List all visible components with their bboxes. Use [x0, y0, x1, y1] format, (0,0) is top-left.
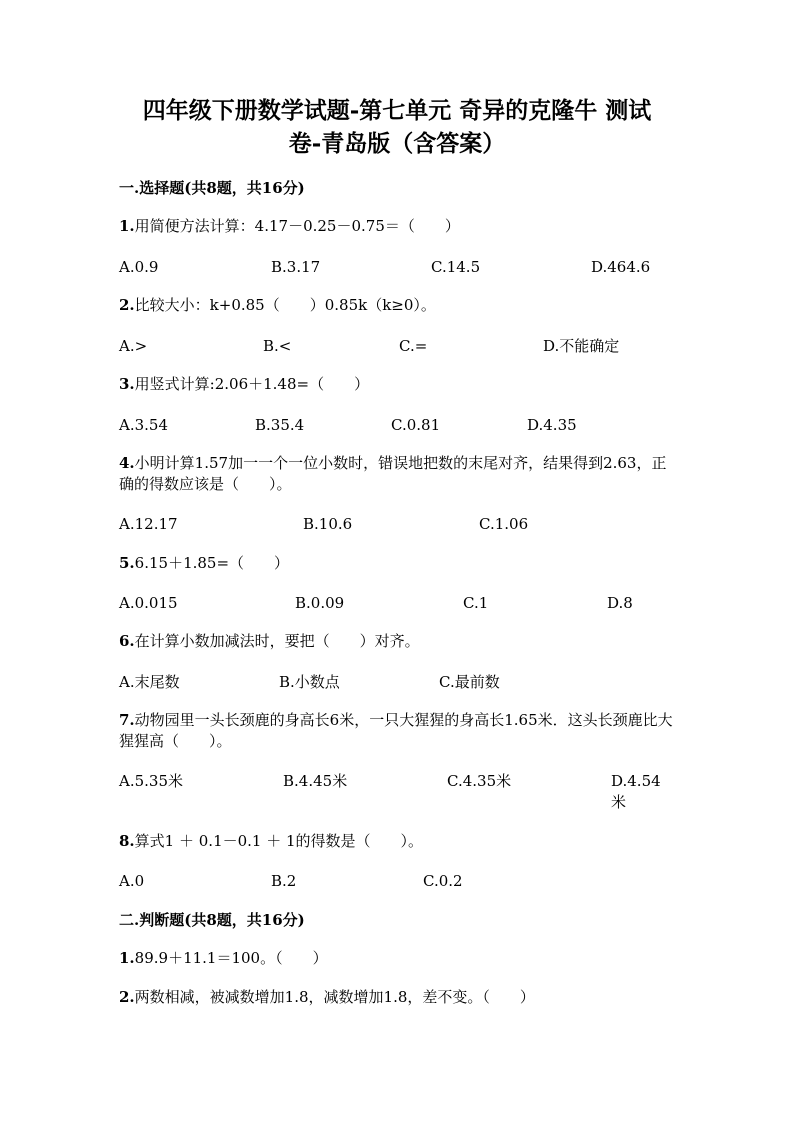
q3-option-d: D.4.35 [527, 416, 577, 434]
q3-option-c: C.0.81 [391, 416, 441, 434]
q1-option-d: D.464.6 [591, 258, 651, 276]
question-text: 89.9＋11.1＝100。（ ） [134, 949, 328, 967]
question-number: 4. [119, 454, 135, 472]
question-text: 动物园里一头长颈鹿的身高长6米，一只大猩猩的身高长1.65米．这头长颈鹿比大猩猩高（ ）。 [119, 711, 673, 750]
q1-option-b: B.3.17 [271, 258, 321, 276]
q7-option-b: B.4.45米 [283, 772, 348, 790]
question-number: 2. [119, 296, 135, 314]
question-3 [119, 374, 679, 395]
page-title-line-2: 卷-青岛版（含答案） [288, 130, 506, 157]
question-text: 用竖式计算:2.06＋1.48=（ ） [134, 375, 370, 393]
section-heading-judgment: 二.判断题(共8题，共16分) [119, 911, 305, 929]
question-number: 5. [119, 554, 135, 572]
question-number: 6. [119, 632, 135, 650]
q8-option-a: A.0 [119, 872, 145, 890]
question-text: 在计算小数加减法时，要把（ ）对齐。 [134, 632, 420, 650]
q7-option-c: C.4.35米 [447, 772, 512, 790]
q5-option-a: A.0.015 [119, 594, 178, 612]
question-5 [119, 553, 679, 574]
q6-option-c: C.最前数 [439, 673, 500, 691]
q4-option-c: C.1.06 [479, 515, 529, 533]
question-number: 2. [119, 988, 135, 1006]
question-number: 7. [119, 711, 135, 729]
q3-option-b: B.35.4 [255, 416, 305, 434]
q6-option-b: B.小数点 [279, 673, 340, 691]
question-4 [119, 453, 679, 495]
question-number: 1. [119, 217, 135, 235]
question-text: 两数相减，被减数增加1.8，减数增加1.8，差不变。（ ） [134, 988, 535, 1006]
page-title-line-1: 四年级下册数学试题-第七单元 奇异的克隆牛 测试 [142, 97, 652, 124]
question-text: 比较大小：k+0.85（ ）0.85k（k≥0）。 [134, 296, 436, 314]
question-1 [119, 216, 679, 237]
judgment-question-1 [119, 948, 679, 969]
question-text: 6.15＋1.85=（ ） [134, 554, 290, 572]
question-8 [119, 831, 679, 852]
q3-option-a: A.3.54 [119, 416, 168, 434]
question-6 [119, 631, 679, 652]
q1-option-c: C.14.5 [431, 258, 481, 276]
question-number: 1. [119, 949, 135, 967]
q2-option-b: B.< [263, 337, 292, 355]
q2-option-a: A.> [119, 337, 148, 355]
q7-option-d: D.4.54米 [611, 772, 661, 811]
question-number: 8. [119, 832, 135, 850]
question-7 [119, 710, 679, 752]
q5-option-d: D.8 [607, 594, 633, 612]
question-number: 3. [119, 375, 135, 393]
q5-option-b: B.0.09 [295, 594, 345, 612]
q7-option-a: A.5.35米 [119, 772, 183, 790]
section-heading-choice: 一.选择题(共8题，共16分) [119, 179, 305, 197]
q6-option-a: A.末尾数 [119, 673, 180, 691]
q8-option-c: C.0.2 [423, 872, 463, 890]
q1-option-a: A.0.9 [119, 258, 159, 276]
q2-option-d: D.不能确定 [543, 337, 620, 355]
q4-option-a: A.12.17 [119, 515, 178, 533]
question-text: 算式1 ＋ 0.1－0.1 ＋ 1的得数是（ ）。 [134, 832, 424, 850]
question-text: 用简便方法计算：4.17－0.25－0.75＝（ ） [134, 217, 460, 235]
q5-option-c: C.1 [463, 594, 489, 612]
q4-option-b: B.10.6 [303, 515, 353, 533]
q8-option-b: B.2 [271, 872, 297, 890]
question-2 [119, 295, 679, 316]
judgment-question-2 [119, 987, 679, 1008]
question-text: 小明计算1.57加一一个一位小数时，错误地把数的末尾对齐，结果得到2.63，正确的得数应该是（ ）。 [119, 454, 667, 493]
q2-option-c: C.= [399, 337, 428, 355]
